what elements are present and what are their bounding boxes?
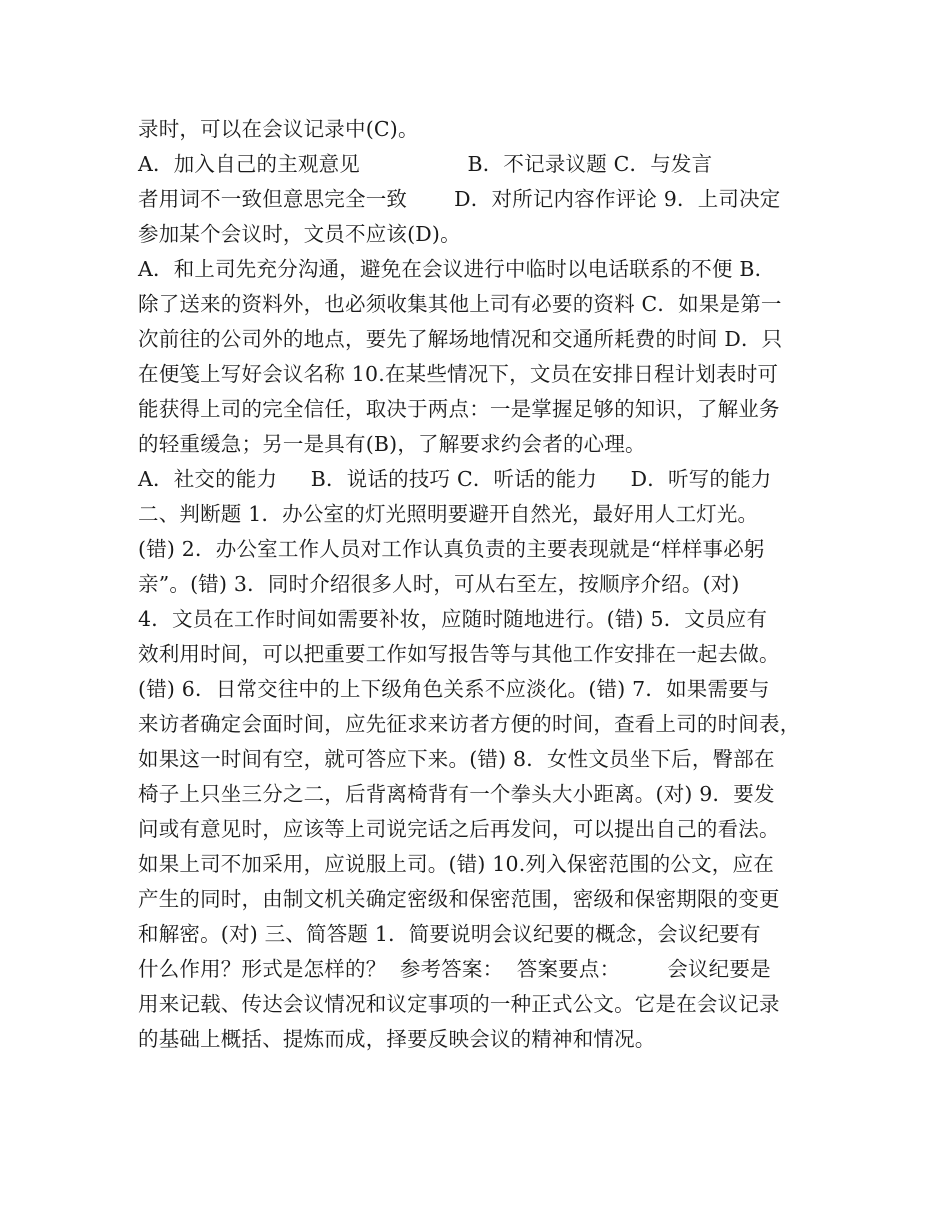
- text-line: 的轻重缓急；另一是具有(B)，了解要求约会者的心理。: [138, 432, 646, 456]
- text-line: 产生的同时，由制文机关确定密级和保密范围，密级和保密期限的变更: [138, 887, 780, 911]
- text-line: A．和上司先充分沟通，避免在会议进行中临时以电话联系的不便 B．: [138, 257, 776, 281]
- text-line: 什么作用？形式是怎样的？ 参考答案： 答案要点： 会议纪要是: [138, 957, 771, 981]
- text-line: 除了送来的资料外，也必须收集其他上司有必要的资料 C．如果是第一: [138, 292, 782, 316]
- text-line: 4．文员在工作时间如需要补妆，应随时随地进行。(错) 5．文员应有: [138, 607, 768, 631]
- text-line: 的基础上概括、提炼而成，择要反映会议的精神和情况。: [138, 1027, 656, 1051]
- text-line: 和解密。(对) 三、简答题 1．简要说明会议纪要的概念，会议纪要有: [138, 922, 761, 946]
- text-line: 如果上司不加采用，应说服上司。(错) 10.列入保密范围的公文，应在: [138, 852, 774, 876]
- text-line: (错) 6．日常交往中的上下级角色关系不应淡化。(错) 7．如果需要与: [138, 677, 770, 701]
- text-line: 亲”。(错) 3．同时介绍很多人时，可从右至左，按顺序介绍。(对): [138, 572, 740, 596]
- text-line: A．加入自己的主观意见 B．不记录议题 C．与发言: [138, 152, 713, 176]
- text-line: 问或有意见时，应该等上司说完话之后再发问，可以提出自己的看法。: [138, 817, 780, 841]
- document-body: [138, 112, 818, 1057]
- text-line: A．社交的能力 B．说话的技巧 C．听话的能力 D．听写的能力: [138, 467, 772, 491]
- text-line: 者用词不一致但意思完全一致 D．对所记内容作评论 9．上司决定: [138, 187, 781, 211]
- text-line: 参加某个会议时，文员不应该(D)。: [138, 222, 461, 246]
- text-line: 来访者确定会面时间，应先征求来访者方便的时间，查看上司的时间表，: [138, 712, 801, 736]
- text-line: 能获得上司的完全信任，取决于两点：一是掌握足够的知识，了解业务: [138, 397, 780, 421]
- text-line: (错) 2．办公室工作人员对工作认真负责的主要表现就是“样样事必躬: [138, 537, 765, 561]
- text-line: 效利用时间，可以把重要工作如写报告等与其他工作安排在一起去做。: [138, 642, 780, 666]
- text-line: 用来记载、传达会议情况和议定事项的一种正式公文。它是在会议记录: [138, 992, 780, 1016]
- text-line: 次前往的公司外的地点，要先了解场地情况和交通所耗费的时间 D．只: [138, 327, 783, 351]
- text-line: 如果这一时间有空，就可答应下来。(错) 8．女性文员坐下后，臀部在: [138, 747, 775, 771]
- text-line: 在便笺上写好会议名称 10.在某些情况下，文员在安排日程计划表时可: [138, 362, 779, 386]
- text-line: 录时，可以在会议记录中(C)。: [138, 117, 419, 141]
- text-line: 椅子上只坐三分之二，后背离椅背有一个拳头大小距离。(对) 9．要发: [138, 782, 775, 806]
- text-line: 二、判断题 1．办公室的灯光照明要避开自然光，最好用人工灯光。: [138, 502, 759, 526]
